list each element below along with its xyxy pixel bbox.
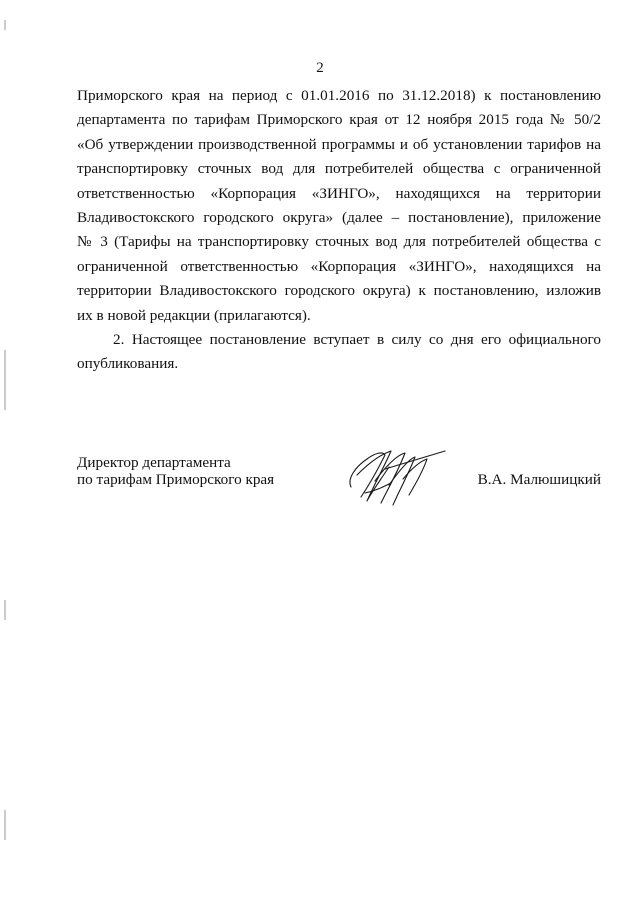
paragraph-line: департамента по тарифам Приморского края от 12 ноября 2015 года № 50/2 — [77, 111, 601, 129]
scan-edge-marks — [3, 0, 9, 905]
paragraph-1 — [77, 84, 601, 328]
paragraph-line: № 3 (Тарифы на транспортировку сточных вод для потребителей общества с — [77, 233, 601, 251]
paragraph-line: 2. Настоящее постановление вступает в силу со дня его официального — [113, 330, 601, 348]
paragraph-line: «Об утверждении производственной программы и об установлении тарифов на — [77, 135, 601, 153]
paragraph-line: Приморского края на период с 01.01.2016 по 31.12.2018) к постановлению — [77, 87, 601, 104]
paragraph-line: Владивостокского городского округа» (далее – постановление), приложение — [77, 208, 601, 226]
paragraph-line: транспортировку сточных вод для потребителей общества с ограниченной — [77, 160, 601, 178]
paragraph-line: опубликования. — [77, 355, 179, 373]
paragraph-line: ограниченной ответственностью «Корпорация «ЗИНГО», находящихся на — [77, 257, 601, 275]
signatory-title-line: по тарифам Приморского края — [77, 471, 275, 488]
handwritten-signature — [345, 445, 455, 509]
page-number: 2 — [316, 60, 324, 76]
signatory-title — [77, 454, 274, 488]
signatory-title-line: Директор департамента — [77, 454, 231, 471]
paragraph-line: ответственностью «Корпорация «ЗИНГО», находящихся на территории — [77, 184, 601, 202]
signatory-name: В.А. Малюшицкий — [477, 471, 601, 488]
paragraph-line: их в новой редакции (прилагаются). — [77, 306, 311, 324]
paragraph-line: территории Владивостокского городского округа) к постановлению, изложив — [77, 282, 601, 300]
document-body — [77, 84, 601, 377]
paragraph-2 — [77, 328, 601, 377]
